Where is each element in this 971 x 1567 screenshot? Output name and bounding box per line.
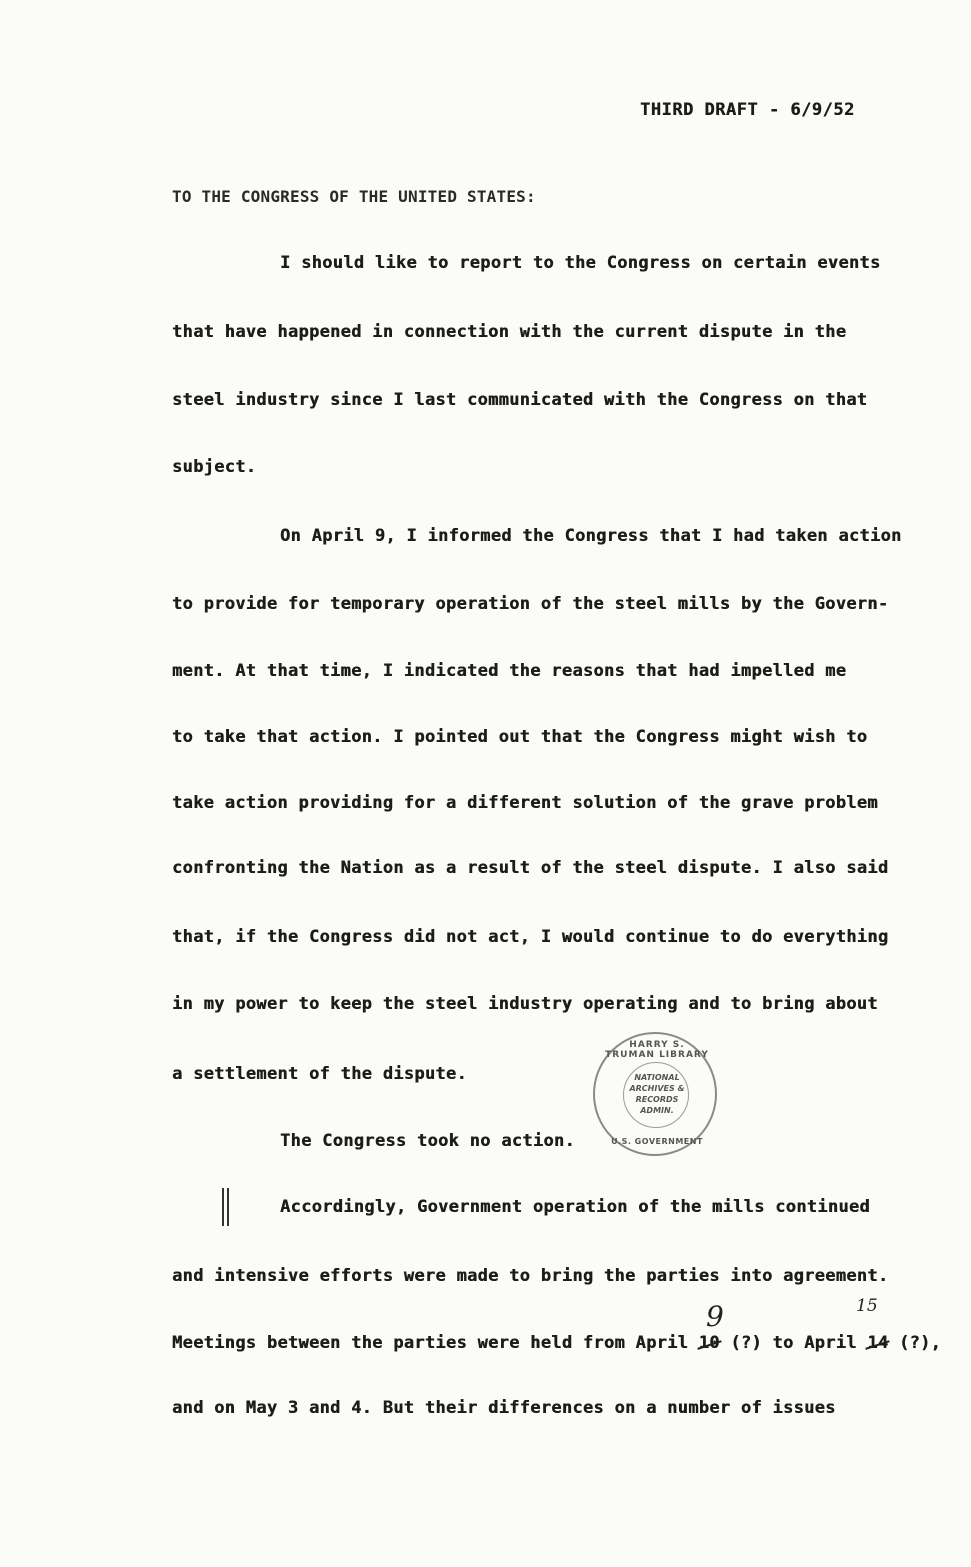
salutation: TO THE CONGRESS OF THE UNITED STATES: — [172, 187, 536, 206]
stamp-center — [625, 1072, 689, 1116]
body-line: to take that action. I pointed out that the Congress might wish to — [172, 727, 868, 747]
struck-number: 14 — [867, 1333, 889, 1353]
body-line: The Congress took no action. — [280, 1131, 575, 1151]
draft-label: THIRD DRAFT - 6/9/52 — [640, 100, 855, 120]
body-line: and intensive efforts were made to bring the parties into agreement. — [172, 1266, 889, 1286]
stamp-text: RECORDS — [635, 1095, 679, 1104]
handwritten-correction: 15 — [856, 1296, 878, 1316]
stamp-ring-top: HARRY S. TRUMAN LIBRARY — [605, 1040, 709, 1060]
body-line: On April 9, I informed the Congress that I had taken action — [280, 526, 902, 546]
body-line: Accordingly, Government operation of the mills continued — [280, 1197, 870, 1217]
library-stamp — [593, 1032, 717, 1156]
body-line: a settlement of the dispute. — [172, 1064, 467, 1084]
line-segment: (?) to April — [719, 1333, 868, 1353]
stamp-text: NATIONAL — [634, 1073, 680, 1082]
stamp-text: ADMIN. — [640, 1106, 674, 1115]
stamp-ring-bottom: U.S. GOVERNMENT — [611, 1137, 703, 1146]
body-line: steel industry since I last communicated with the Congress on that — [172, 390, 868, 410]
stamp-text: ARCHIVES & — [629, 1084, 685, 1093]
line-segment: (?), — [888, 1333, 942, 1353]
struck-number: 10 — [698, 1333, 720, 1353]
body-line: subject. — [172, 457, 257, 477]
line-segment: Meetings between the parties were held from April — [172, 1333, 699, 1353]
body-line: take action providing for a different solution of the grave problem — [172, 793, 878, 813]
body-line: and on May 3 and 4. But their differences on a number of issues — [172, 1398, 836, 1418]
body-line: ment. At that time, I indicated the reasons that had impelled me — [172, 661, 847, 681]
body-line-with-edits — [172, 1333, 941, 1353]
body-line: to provide for temporary operation of the steel mills by the Govern- — [172, 594, 889, 614]
body-line: that have happened in connection with the current dispute in the — [172, 322, 847, 342]
body-line: that, if the Congress did not act, I would continue to do everything — [172, 927, 889, 947]
handwritten-correction: 9 — [706, 1300, 724, 1333]
body-line: I should like to report to the Congress on certain events — [280, 253, 881, 273]
body-line: confronting the Nation as a result of the steel dispute. I also said — [172, 858, 889, 878]
body-line: in my power to keep the steel industry operating and to bring about — [172, 994, 878, 1014]
margin-mark — [222, 1188, 230, 1226]
